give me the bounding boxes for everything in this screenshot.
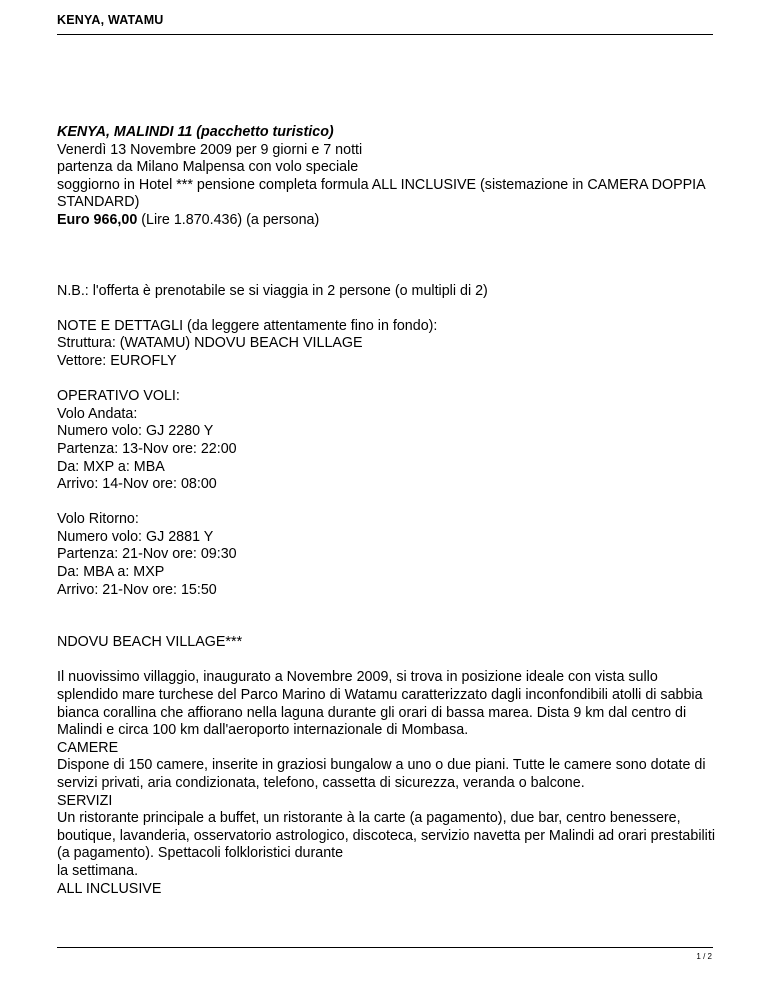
- outbound-departure: Partenza: 13-Nov ore: 22:00: [57, 440, 237, 457]
- outbound-label: Volo Andata:: [57, 405, 138, 422]
- offer-price-note: (Lire 1.870.436) (a persona): [137, 211, 320, 228]
- flights-heading: OPERATIVO VOLI:: [57, 388, 180, 405]
- return-label: Volo Ritorno:: [57, 511, 139, 528]
- offer-price-line: [57, 212, 717, 230]
- hotel-name: NDOVU BEACH VILLAGE***: [57, 634, 243, 651]
- page-header-title: KENYA, WATAMU: [57, 13, 164, 27]
- outbound-arrival: Arrivo: 14-Nov ore: 08:00: [57, 476, 217, 493]
- notes-heading: NOTE E DETTAGLI (da leggere attentamente fino in fondo):: [57, 317, 438, 334]
- services-text: Un ristorante principale a buffet, un ristorante à la carte (a pagamento), due bar, centro benessere, boutique, lavanderia, osservatorio astrologico, discoteca, servizio navetta per Malindi ad orari prestabiliti (a pagamento). Spettacoli folkloristici durante la settimana.: [57, 810, 715, 879]
- return-arrival: Arrivo: 21-Nov ore: 15:50: [57, 581, 217, 598]
- offer-date: Venerdì 13 Novembre 2009 per 9 giorni e 7 notti: [57, 141, 363, 158]
- all-inclusive-heading: ALL INCLUSIVE: [57, 880, 162, 897]
- document-body: [57, 124, 717, 898]
- nb-note: N.B.: l'offerta è prenotabile se si viaggia in 2 persone (o multipli di 2): [57, 282, 488, 299]
- hotel-description: Il nuovissimo villaggio, inaugurato a Novembre 2009, si trova in posizione ideale con vista sullo splendido mare turchese del Parco Marino di Watamu caratterizzato dagli inconfondibili atolli di sabbia bianca corallina che affiorano nella laguna durante gli orari di bassa marea. Dista 9 km dal centro di Malindi e circa 100 km dall'aeroporto internazionale di Mombasa.: [57, 669, 703, 739]
- rooms-heading: CAMERE: [57, 739, 119, 756]
- offer-title: KENYA, MALINDI 11 (pacchetto turistico): [57, 124, 334, 140]
- header-divider: [57, 34, 713, 35]
- notes-structure: Struttura: (WATAMU) NDOVU BEACH VILLAGE: [57, 335, 363, 352]
- outbound-number: Numero volo: GJ 2280 Y: [57, 423, 214, 440]
- offer-departure: partenza da Milano Malpensa con volo speciale: [57, 159, 359, 176]
- rooms-text: Dispone di 150 camere, inserite in graziosi bungalow a uno o due piani. Tutte le camere sono dotate di servizi privati, aria condizionata, telefono, cassetta di sicurezza, veranda o balcone.: [57, 757, 706, 791]
- offer-price: Euro 966,00: [57, 211, 138, 228]
- services-heading: SERVIZI: [57, 792, 113, 809]
- offer-stay: soggiorno in Hotel *** pensione completa formula ALL INCLUSIVE (sistemazione in CAMERA DOPPIA STANDARD): [57, 176, 705, 211]
- return-departure: Partenza: 21-Nov ore: 09:30: [57, 546, 237, 563]
- footer-divider: [57, 947, 713, 948]
- page-number: 1 / 2: [696, 952, 712, 961]
- notes-carrier: Vettore: EUROFLY: [57, 352, 177, 369]
- return-number: Numero volo: GJ 2881 Y: [57, 528, 214, 545]
- outbound-route: Da: MXP a: MBA: [57, 458, 165, 475]
- return-route: Da: MBA a: MXP: [57, 564, 165, 581]
